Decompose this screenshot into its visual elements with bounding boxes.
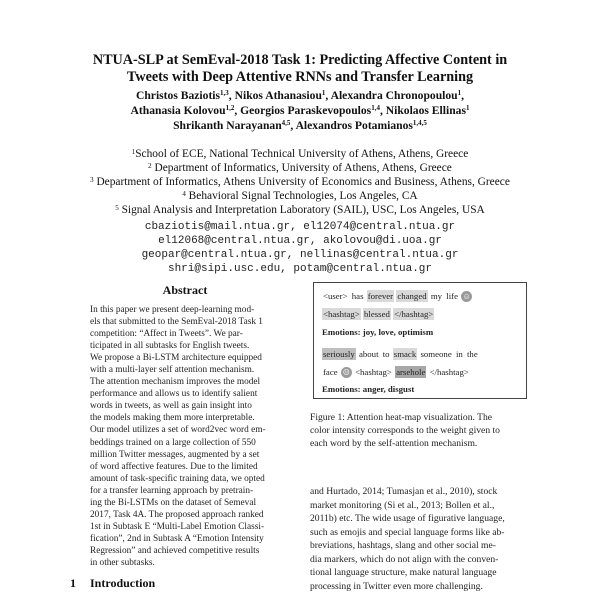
affiliation xyxy=(40,203,560,217)
token: the xyxy=(466,349,478,359)
body-line: such as emojis and special language forms like ab- xyxy=(310,526,505,538)
caption-line: Figure 1: Attention heat-map visualization. The xyxy=(310,412,493,423)
token: my xyxy=(430,291,443,301)
token: face xyxy=(323,367,338,377)
abstract-line: We propose a Bi-LSTM architecture equipped xyxy=(90,353,262,364)
author-sep: , xyxy=(379,104,386,117)
abstract-line: competition: “Affect in Tweets”. We par- xyxy=(90,329,243,340)
title-line: Tweets with Deep Attentive RNNs and Transfer Learning xyxy=(126,69,474,85)
author-name: Alexandra Chronopoulou xyxy=(330,89,458,102)
author-affil: 1,4,5 xyxy=(412,119,427,127)
heart-eyes-emoji-icon: ☺ xyxy=(462,292,471,302)
author-line xyxy=(60,118,540,133)
abstract-line: of word affective features. Due to the limited xyxy=(90,461,258,472)
author-affil: 4,5 xyxy=(281,119,291,127)
abstract-line: amount of task-specific training data, we opted xyxy=(90,473,265,484)
token-highlight: arsehole xyxy=(396,367,426,377)
figure-row xyxy=(322,349,479,359)
token: life xyxy=(446,291,459,301)
abstract-line: Our model utilizes a set of word2vec word em- xyxy=(90,425,266,436)
body-line: breviations, hashtags, slang and other social me- xyxy=(310,540,496,551)
author-list xyxy=(60,88,540,133)
affil-mark: 4 xyxy=(182,190,186,198)
abstract-line: million Twitter messages, augmented by a set xyxy=(90,449,260,460)
attention-heatmap-figure xyxy=(313,282,527,399)
affil-text: Behavioral Signal Technologies, Los Angeles, CA xyxy=(185,190,418,202)
author-name: Christos Baziotis xyxy=(135,89,221,102)
email-line[interactable]: geopar@central.ntua.gr, nellinas@central.ntua.gr xyxy=(141,249,459,261)
body-line: dia markers, which do not align with the conven- xyxy=(310,553,499,565)
email-list xyxy=(40,220,560,276)
abstract-line: the models making them more interpretable. xyxy=(90,413,255,424)
abstract-line: In this paper we present deep-learning mod- xyxy=(90,305,255,315)
token-highlight: seriously xyxy=(323,349,355,359)
abstract-line: ticipated in all subtasks for English tweets. xyxy=(90,341,250,352)
section-number: 1 xyxy=(70,576,76,590)
affil-mark: 2 xyxy=(148,162,152,170)
token-highlight: blessed xyxy=(364,309,390,319)
abstract-line: els that submitted to the SemEval-2018 Task 1 xyxy=(90,317,263,328)
author-affil: 1,2 xyxy=(225,104,235,112)
abstract-line: performance and allows us to identify salient xyxy=(90,389,258,400)
abstract-line: for a transfer learning approach by pretrain- xyxy=(90,485,254,496)
token: </hashtag> xyxy=(429,367,469,377)
author-name: Georgios Paraskevopoulos xyxy=(240,104,372,117)
affil-mark: 5 xyxy=(115,204,119,212)
author-name: Nikos Athanasiou xyxy=(234,89,322,102)
author-affil: 1,4 xyxy=(371,104,380,112)
caption-line: color intensity corresponds to the weight given to xyxy=(310,425,500,436)
author-name: Shrikanth Narayanan xyxy=(173,119,282,132)
figure-row xyxy=(322,309,434,319)
body-line: tional language structure, make natural language xyxy=(310,567,497,578)
affiliation xyxy=(40,161,560,175)
body-line: and Hurtado, 2014; Tumasjan et al., 2010), stock xyxy=(310,486,498,497)
author-sep: , xyxy=(325,89,331,102)
body-text-right-column xyxy=(310,485,535,593)
section-heading-introduction xyxy=(70,576,169,591)
abstract-line: The attention mechanism improves the model xyxy=(90,377,261,388)
author-name: Nikolaos Ellinas xyxy=(385,104,466,117)
body-line: 2011b) etc. The wide usage of figurative language, xyxy=(310,513,505,524)
email-line[interactable]: cbaziotis@mail.ntua.gr, el12074@central.ntua.gr xyxy=(144,221,456,233)
token-highlight: forever xyxy=(367,291,394,301)
caption-line: each word by the self-attention mechanism. xyxy=(310,438,478,449)
body-line: processing in Twitter even more challenging. xyxy=(310,580,483,592)
abstract-body xyxy=(90,304,280,569)
email-line[interactable]: el12068@central.ntua.gr, akolovou@di.uoa.gr xyxy=(158,235,442,247)
author-name: Athanasia Kolovou xyxy=(130,104,226,117)
token: to xyxy=(382,349,390,359)
figure-row xyxy=(322,291,472,302)
affil-text: Signal Analysis and Interpretation Laboratory (SAIL), USC, Los Angeles, USA xyxy=(118,204,485,216)
author-line xyxy=(60,103,540,118)
author-sep: , xyxy=(228,89,235,102)
token: someone xyxy=(420,349,452,359)
author-sep: , xyxy=(234,104,241,117)
figure-caption xyxy=(310,411,535,450)
abstract-line: 1st in Subtask E “Multi-Label Emotion Classi- xyxy=(90,521,265,532)
author-affil: 1 xyxy=(457,89,462,97)
author-sep: , xyxy=(290,119,296,132)
affiliation xyxy=(40,175,560,189)
affiliation-list xyxy=(40,147,560,217)
figure-row xyxy=(322,367,470,378)
author-sep: , xyxy=(461,89,465,102)
affil-text: Department of Informatics, Athens University of Economics and Business, Athens, Greece xyxy=(93,176,510,188)
author-affil: 1,3 xyxy=(220,89,229,97)
token: has xyxy=(351,291,364,301)
author-name: Alexandros Potamianos xyxy=(295,119,413,132)
abstract-line: words in tweets, as well as gain insight into xyxy=(90,401,252,412)
affil-mark: 3 xyxy=(90,176,94,184)
abstract-line: Regression” and achieved competitive results xyxy=(90,545,260,556)
affiliation xyxy=(40,189,560,203)
affil-mark: 1 xyxy=(131,148,136,156)
token-highlight: smack xyxy=(393,349,417,359)
abstract-line: 2017, Task 4A. The proposed approach ranked xyxy=(90,509,264,520)
token: in xyxy=(455,349,463,359)
emotions-label: Emotions: joy, love, optimism xyxy=(322,327,434,337)
abstract-heading: Abstract xyxy=(162,283,208,297)
affil-text: Department of Informatics, University of Athens, Athens, Greece xyxy=(151,162,452,174)
token-highlight: changed xyxy=(397,291,427,301)
author-line xyxy=(60,88,540,103)
author-affil: 1 xyxy=(321,89,326,97)
title-line: NTUA-SLP at SemEval-2018 Task 1: Predicting Affective Content in xyxy=(92,52,508,68)
author-affil: 1 xyxy=(465,104,470,112)
token: about xyxy=(358,349,379,359)
abstract-line: in other subtasks. xyxy=(90,557,155,568)
section-title: Introduction xyxy=(90,576,156,590)
token: <user> xyxy=(323,291,348,301)
affiliation xyxy=(40,147,560,161)
token-highlight: </hashtag> xyxy=(394,309,434,319)
abstract-line: fication”, 2nd in Subtask A “Emotion Intensity xyxy=(90,533,264,544)
abstract-line: with a multi-layer self attention mechanism. xyxy=(90,365,255,376)
emotions-label: Emotions: anger, disgust xyxy=(322,384,415,394)
affil-text: School of ECE, National Technical University of Athens, Athens, Greece xyxy=(135,148,469,160)
token-highlight: <hashtag> xyxy=(323,309,360,319)
token: <hashtag> xyxy=(355,367,392,377)
abstract-line: ing the Bi-LSTMs on the dataset of Semeval xyxy=(90,497,257,508)
abstract-line: beddings trained on a large collection of 550 xyxy=(90,437,256,448)
paper-title xyxy=(60,52,540,86)
body-line: market monitoring (Si et al., 2013; Bollen et al., xyxy=(310,499,495,511)
email-line[interactable]: shri@sipi.usc.edu, potam@central.ntua.gr xyxy=(167,263,433,275)
angry-face-emoji-icon: ☹ xyxy=(342,368,350,378)
